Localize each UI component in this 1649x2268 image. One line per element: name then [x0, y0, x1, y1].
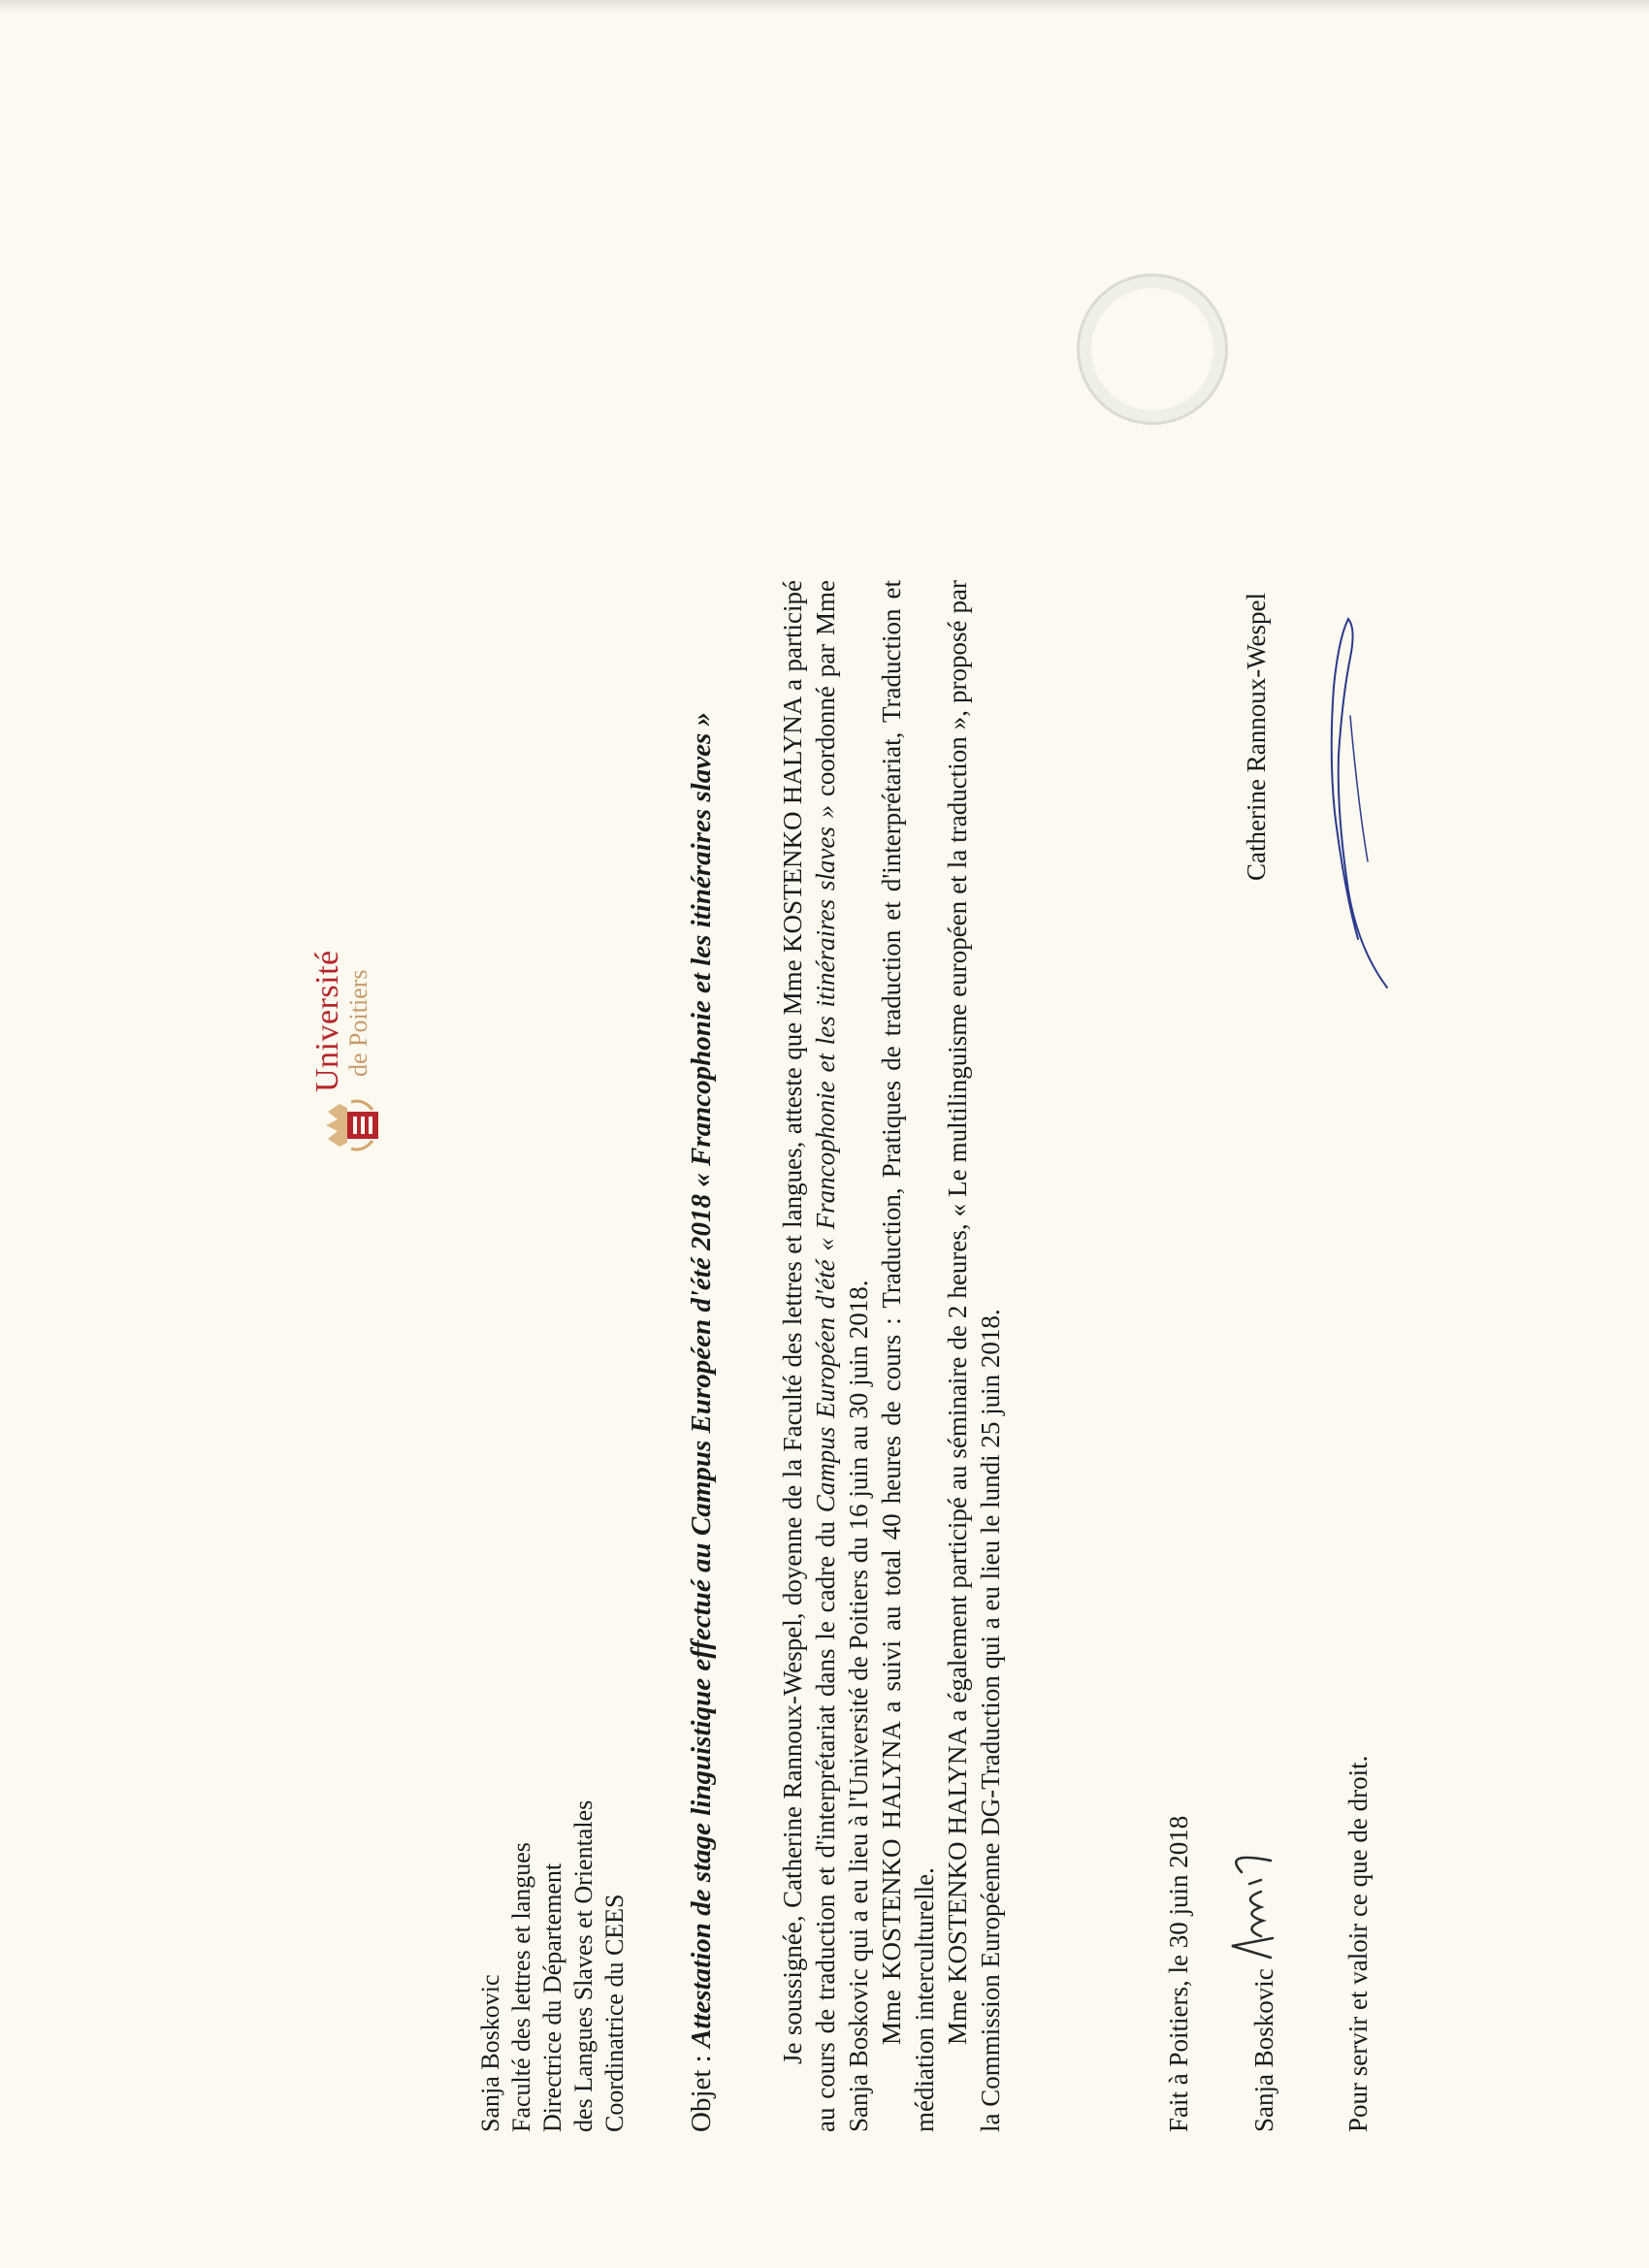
right-signatory-name: Catherine Rannoux-Wespel	[1242, 593, 1271, 881]
closing-formula: Pour servir et valoir ce que de droit.	[1343, 1755, 1373, 2132]
sender-name: Sanja Boskovic	[476, 1974, 504, 2132]
logo-word-poitiers: de Poitiers	[344, 969, 372, 1077]
university-logo	[309, 950, 398, 1152]
subject-prefix: Objet :	[686, 2048, 717, 2132]
place-date: Fait à Poitiers, le 30 juin 2018	[1164, 1815, 1193, 2132]
paragraph-attestation-part1: Je soussignée, Catherine Rannoux-Wespel, doyenne de la Faculté des lettres et langues, atteste que Mme KOSTENKO HALYNA a participé au cours de traduction et d'interprétariat dans le cadre du	[778, 580, 840, 2132]
letter-body	[776, 580, 1007, 2132]
faded-stamp	[1077, 274, 1228, 425]
sender-faculty: Faculté des lettres et langues	[507, 1842, 535, 2132]
paragraph-hours: Mme KOSTENKO HALYNA a suivi au total 40 heures de cours : Traduction, Pratiques de traduction et d'interprétariat, Traduction et médiation interculturelle.	[877, 580, 939, 2132]
university-crest-icon	[318, 1098, 386, 1152]
subject-line	[684, 289, 719, 2132]
paragraph-seminar: Mme KOSTENKO HALYNA a également participé au séminaire de 2 heures, « Le multilinguisme européen et la traduction », proposé par la Commission Européenne DG-Traduction qui a eu lieu le lundi 25 juin 2018.	[943, 580, 1005, 2132]
logo-wordmark	[309, 950, 372, 1092]
logo-word-universite: Université	[309, 950, 345, 1092]
right-signature	[1242, 599, 1406, 1007]
paragraph-attestation-program: Campus Européen d'été « Francophonie et les itinéraires slaves »	[811, 804, 840, 1513]
sender-department: des Langues Slaves et Orientales	[569, 1799, 598, 2132]
sender-role: Directrice du Département	[538, 1863, 566, 2132]
subject-title: Attestation de stage linguistique effectué au Campus Européen d'été 2018 « Francophonie et les itinéraires slaves »	[686, 711, 717, 2048]
left-signature	[1203, 1822, 1300, 1967]
paragraph-attestation	[776, 580, 875, 2132]
paragraph-attestation-part2: coordonné par Mme Sanja Boskovic qui a eu lieu à l'Université de Poitiers du 16 juin au 30 juin 2018.	[811, 580, 873, 2132]
sender-block	[475, 1453, 630, 2132]
left-signatory-name: Sanja Boskovic	[1249, 1968, 1278, 2132]
sender-coordination: Coordinatrice du CEES	[600, 1894, 629, 2132]
